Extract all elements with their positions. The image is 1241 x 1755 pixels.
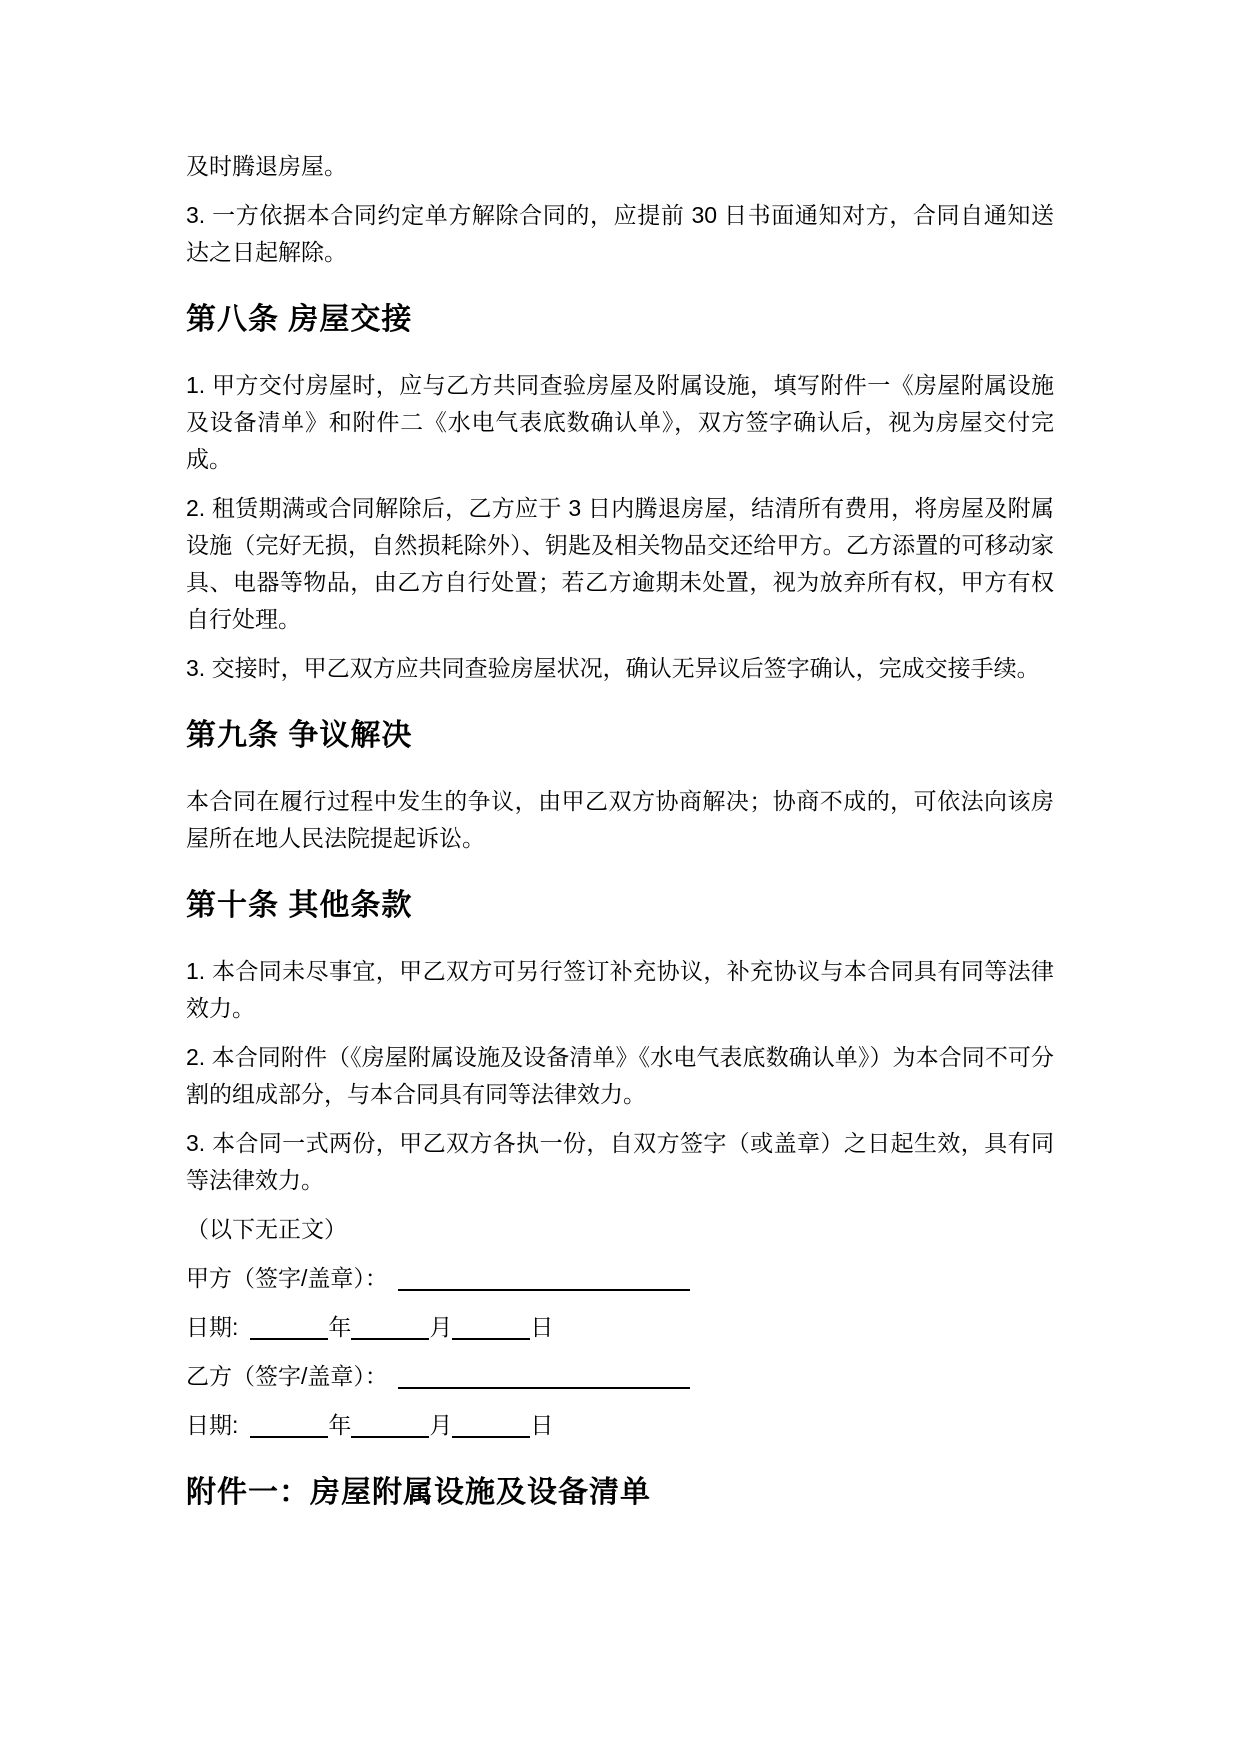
party-b-month-label: 月 [429, 1412, 453, 1438]
party-a-day-blank [452, 1337, 530, 1340]
party-a-signature-label: 甲方（签字/盖章）： [186, 1265, 388, 1291]
party-a-signature-row [186, 1260, 1054, 1297]
party-b-date-label: 日期: [186, 1412, 239, 1438]
party-a-year-label: 年 [328, 1314, 352, 1340]
article-8-item-1: 1. 甲方交付房屋时，应与乙方共同查验房屋及附属设施，填写附件一《房屋附属设施及设备清单》和附件二《水电气表底数确认单》，双方签字确认后，视为房屋交付完成。 [186, 372, 1054, 472]
article-8-heading: 第八条 房屋交接 [186, 303, 413, 336]
attachment-1-heading: 附件一：房屋附属设施及设备清单 [186, 1476, 651, 1509]
party-b-month-blank [351, 1435, 429, 1438]
article-9-heading: 第九条 争议解决 [186, 719, 413, 752]
article-10-item-1: 1. 本合同未尽事宜，甲乙双方可另行签订补充协议，补充协议与本合同具有同等法律效力。 [186, 958, 1054, 1021]
party-a-date-label: 日期: [186, 1314, 239, 1340]
party-b-date-row [186, 1407, 1054, 1444]
party-b-day-label: 日 [530, 1412, 554, 1438]
party-a-date-row [186, 1309, 1054, 1346]
termination-clause-3-paragraph: 3. 一方依据本合同约定单方解除合同的，应提前 30 日书面通知对方，合同自通知送达之日起解除。 [186, 202, 1054, 265]
article-8-item-2: 2. 租赁期满或合同解除后，乙方应于 3 日内腾退房屋，结清所有费用，将房屋及附属设施（完好无损，自然损耗除外）、钥匙及相关物品交还给甲方。乙方添置的可移动家具、电器等物品，由乙方自行处置；若乙方逾期未处置，视为放弃所有权，甲方有权自行处理。 [186, 495, 1054, 632]
party-b-signature-label: 乙方（签字/盖章）： [186, 1363, 388, 1389]
article-8-item-3: 3. 交接时，甲乙双方应共同查验房屋状况，确认无异议后签字确认，完成交接手续。 [186, 655, 1040, 681]
article-10-heading: 第十条 其他条款 [186, 889, 413, 922]
party-b-signature-row [186, 1358, 1054, 1395]
party-a-signature-line [398, 1288, 690, 1291]
party-a-month-blank [351, 1337, 429, 1340]
party-a-day-label: 日 [530, 1314, 554, 1340]
article-10-item-2: 2. 本合同附件（《房屋附属设施及设备清单》《水电气表底数确认单》）为本合同不可分割的组成部分，与本合同具有同等法律效力。 [186, 1044, 1054, 1107]
party-b-year-blank [250, 1435, 328, 1438]
party-b-year-label: 年 [328, 1412, 352, 1438]
party-a-month-label: 月 [429, 1314, 453, 1340]
closing-note: （以下无正文） [186, 1216, 347, 1242]
article-10-item-3: 3. 本合同一式两份，甲乙双方各执一份，自双方签字（或盖章）之日起生效，具有同等法律效力。 [186, 1130, 1054, 1193]
carryover-paragraph: 及时腾退房屋。 [186, 153, 347, 179]
party-b-day-blank [452, 1435, 530, 1438]
party-b-signature-line [398, 1386, 690, 1389]
article-9-body: 本合同在履行过程中发生的争议，由甲乙双方协商解决；协商不成的，可依法向该房屋所在地人民法院提起诉讼。 [186, 788, 1054, 851]
party-a-year-blank [250, 1337, 328, 1340]
